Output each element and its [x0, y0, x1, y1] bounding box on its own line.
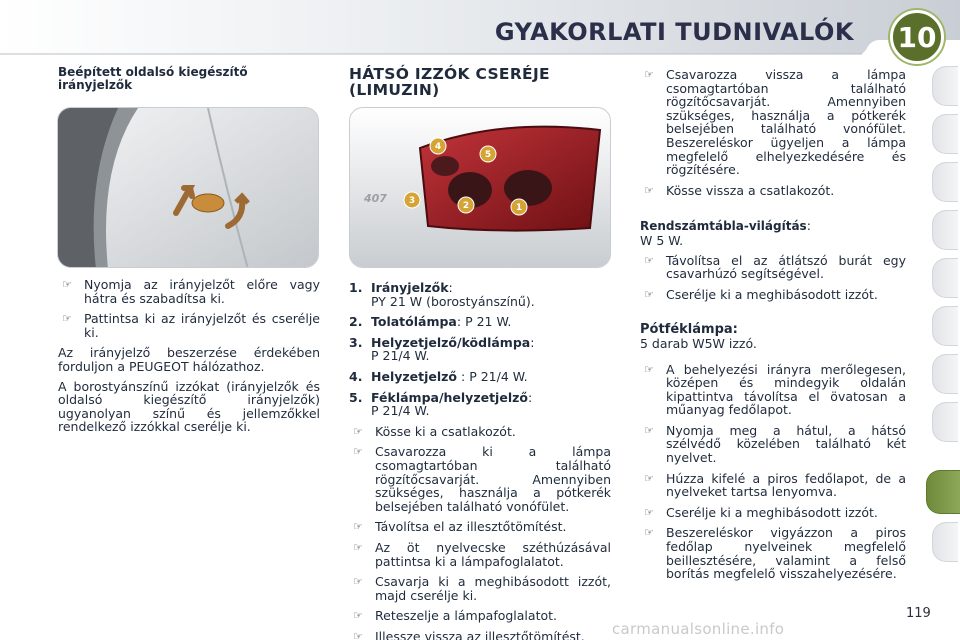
side-indicator-heading: Beépített oldalsó kiegészítő irányjelzők	[58, 65, 248, 92]
item-name: Irányjelzők	[371, 280, 449, 295]
plate-light-colon: :	[806, 218, 811, 234]
bullet-text: Pattintsa ki az irányjelzőt és cserélje ki.	[84, 311, 320, 340]
hand-pointer-icon: ☞	[644, 183, 654, 197]
paragraph: Az irányjelző beszerzése érdekében forduljon a PEUGEOT hálózathoz.	[58, 345, 320, 374]
left-column-text	[58, 278, 320, 440]
hand-pointer-icon: ☞	[353, 424, 363, 438]
bullet-text: Nyomja az irányjelzőt előre vagy hátra és szabadítsa ki.	[84, 277, 320, 306]
hand-pointer-icon: ☞	[62, 312, 72, 326]
item-separator: :	[457, 368, 466, 384]
chapter-tab[interactable]	[932, 66, 958, 106]
item-separator: :	[448, 280, 453, 295]
hand-pointer-icon: ☞	[644, 362, 654, 376]
chapter-tab-active[interactable]	[926, 470, 960, 514]
bullet-item	[640, 363, 906, 417]
page-number: 119	[906, 606, 931, 621]
item-spec: P 21 W.	[465, 314, 512, 330]
hand-pointer-icon: ☞	[644, 471, 654, 485]
plate-light-section	[640, 219, 906, 301]
plate-light-spec: W 5 W.	[640, 232, 684, 248]
bullet-item	[349, 630, 611, 640]
lamp-label-5: 5	[484, 150, 492, 160]
hand-pointer-icon: ☞	[353, 609, 363, 623]
bullet-item	[349, 541, 611, 568]
chapter-tab[interactable]	[932, 522, 958, 562]
item-number: 2.	[349, 314, 363, 330]
bullet-text: Cserélje ki a meghibásodott izzót.	[666, 286, 878, 302]
bullet-text: Távolítsa el az illesztőtömítést.	[375, 519, 567, 535]
model-badge: 407	[364, 192, 387, 205]
middle-column-heading-wrap	[349, 66, 579, 98]
hand-pointer-icon: ☞	[353, 520, 363, 534]
third-brake-light-heading: Pótféklámpa:	[640, 322, 738, 338]
chapter-tabs	[928, 66, 960, 576]
bulb-spec-item	[349, 391, 611, 418]
chapter-tab[interactable]	[932, 258, 958, 298]
lamp-label-2: 2	[462, 201, 470, 211]
hand-pointer-icon: ☞	[644, 68, 654, 81]
bullet-item	[58, 278, 320, 305]
hand-pointer-icon: ☞	[644, 287, 654, 301]
bullet-item	[640, 506, 906, 520]
item-name: Helyzetjelző	[371, 368, 458, 384]
bullet-text: Reteszelje a lámpafoglalatot.	[375, 608, 557, 624]
car-side-indicator-illustration	[58, 108, 319, 268]
bullet-text: Csavarja ki a meghibásodott izzót, majd cserélje ki.	[375, 574, 611, 603]
bullet-item	[349, 445, 611, 513]
bulb-spec-item	[349, 370, 611, 384]
bullet-item	[58, 312, 320, 339]
lamp-label-1: 1	[515, 203, 523, 213]
left-column	[58, 66, 320, 92]
chapter-tab[interactable]	[932, 354, 958, 394]
paragraph: A borostyánszínű izzókat (irányjelzők és oldalsó kiegészítő irányjelzők) ugyanolyan színű és jellemzőkkel rendelkező izzókkal cserélje ki.	[58, 378, 320, 435]
chapter-tab[interactable]	[932, 162, 958, 202]
lamp-label-4: 4	[434, 142, 442, 152]
bullet-text: Illessze vissza az illesztőtömítést.	[375, 628, 585, 640]
bullet-item	[349, 520, 611, 534]
bullet-text: Beszereléskor vigyázzon a piros fedőlap nyelveinek megfelelő beillesztésére, valamint a felső borítás megfelelő visszahelyezésére.	[666, 525, 906, 582]
hand-pointer-icon: ☞	[644, 423, 654, 437]
item-separator: :	[456, 314, 462, 330]
chapter-tab[interactable]	[932, 402, 958, 442]
bullet-text: Kösse ki a csatlakozót.	[375, 423, 516, 439]
hand-pointer-icon: ☞	[644, 505, 654, 519]
bullet-text: Csavarozza ki a lámpa csomagtartóban található rögzítőcsavarját. Amennyiben szükséges, használja a pótkerék belsejében található vonófület.	[375, 444, 611, 514]
item-number: 5.	[349, 389, 363, 405]
item-separator: :	[527, 389, 533, 405]
bullet-item	[640, 254, 906, 281]
item-spec: PY 21 W (borostyánszínű).	[371, 293, 535, 309]
item-number: 3.	[349, 334, 363, 350]
bullet-text: Kösse vissza a csatlakozót.	[666, 182, 835, 198]
bullet-item	[349, 425, 611, 439]
item-name: Helyzetjelző/ködlámpa	[371, 334, 531, 350]
bulb-spec-item	[349, 336, 611, 363]
bullet-text: Húzza kifelé a piros fedőlapot, de a nyelveket tartsa lenyomva.	[666, 470, 906, 500]
page-title: GYAKORLATI TUDNIVALÓK	[494, 18, 854, 46]
chapter-number-badge: 10	[890, 10, 944, 64]
side-indicator-photo	[57, 107, 319, 268]
lamp-label-3: 3	[408, 196, 416, 206]
bullet-text: Csavarozza vissza a lámpa csomagtartóban található rögzítőcsavarját. Amennyiben szükséges, használja a pótkerék belsejében található vonófület. Beszereléskor ügyeljen a lámpa megfelelő elhelyezkedésére és rögzítésére.	[666, 67, 906, 178]
watermark: carmanualsonline.info	[612, 620, 785, 638]
item-spec: P 21/4 W.	[371, 348, 430, 364]
plate-light-heading: Rendszámtábla-világítás	[640, 219, 807, 234]
bullet-item	[640, 68, 906, 177]
third-brake-light-section	[640, 323, 906, 581]
bullet-text: Cserélje ki a meghibásodott izzót.	[666, 504, 878, 520]
item-name: Tolatólámpa	[371, 314, 457, 330]
bullet-item	[640, 288, 906, 302]
bulb-spec-item	[349, 315, 611, 329]
hand-pointer-icon: ☞	[353, 629, 363, 640]
item-number: 1.	[349, 280, 363, 295]
bullet-item	[640, 526, 906, 580]
bulb-spec-item	[349, 281, 611, 308]
bullet-text: Nyomja meg a hátul, a hátsó szélvédő közelében található két nyelvet.	[666, 422, 906, 466]
bullet-item	[640, 184, 906, 198]
hand-pointer-icon: ☞	[644, 253, 654, 267]
page-header	[0, 0, 960, 62]
rear-bulbs-heading: HÁTSÓ IZZÓK CSERÉJE (LIMUZIN)	[349, 65, 550, 99]
hand-pointer-icon: ☞	[62, 278, 72, 291]
bullet-text: Távolítsa el az átlátszó burát egy csavarhúzó segítségével.	[666, 252, 906, 282]
item-number: 4.	[349, 368, 363, 384]
bullet-item	[349, 575, 611, 602]
item-spec: P 21/4 W.	[371, 403, 430, 419]
item-separator: :	[530, 334, 535, 350]
hand-pointer-icon: ☞	[353, 445, 363, 459]
hand-pointer-icon: ☞	[353, 575, 363, 589]
item-spec: P 21/4 W.	[469, 368, 528, 384]
hand-pointer-icon: ☞	[353, 540, 363, 554]
bullet-text: A behelyezési irányra merőlegesen, középen és mindegyik oldalán kipattintva távolítsa el övatosan a műanyag fedőlapot.	[666, 361, 906, 418]
bullet-item	[640, 424, 906, 465]
bullet-item	[349, 609, 611, 623]
right-column-text	[640, 68, 906, 588]
bullet-text: Az öt nyelvecske széthúzásával pattintsa ki a lámpafoglalatot.	[375, 539, 611, 569]
third-brake-light-spec: 5 darab W5W izzó.	[640, 335, 757, 351]
rear-lamp-photo	[349, 107, 611, 268]
chapter-tab[interactable]	[932, 114, 958, 154]
chapter-tab[interactable]	[932, 306, 958, 346]
bullet-item	[640, 472, 906, 499]
middle-column-text	[349, 281, 611, 640]
chapter-tab[interactable]	[932, 210, 958, 250]
hand-pointer-icon: ☞	[644, 526, 654, 540]
item-name: Féklámpa/helyzetjelző	[371, 389, 528, 405]
rear-lamp-illustration	[350, 108, 611, 268]
